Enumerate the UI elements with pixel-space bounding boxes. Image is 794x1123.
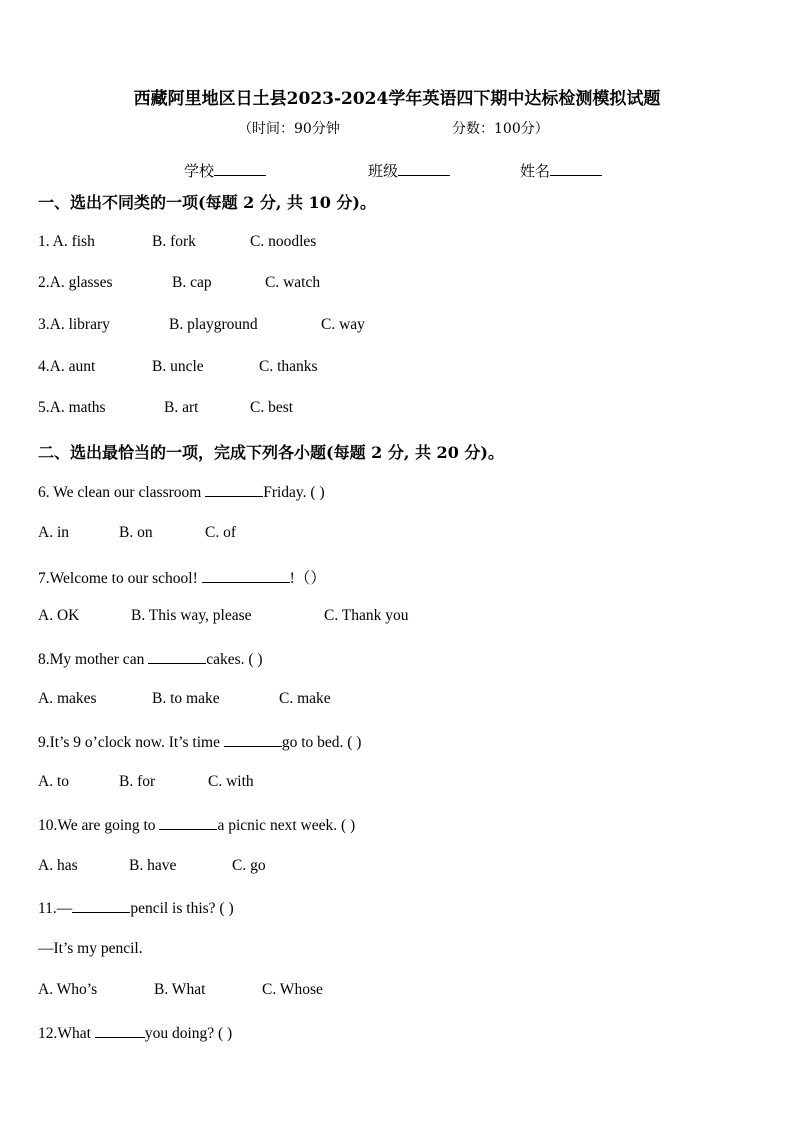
q2-option-c: C. watch xyxy=(265,274,321,291)
name-label: 姓名 xyxy=(520,162,551,180)
q10-stem-start: 10.We are going to xyxy=(38,817,160,834)
page-title: 西藏阿里地区日土县2023-2024学年英语四下期中达标检测模拟试题 xyxy=(133,89,661,109)
q8-stem-end: cakes. ( ) xyxy=(206,651,263,668)
q5-option-a: 5.A. maths xyxy=(38,399,106,416)
q1-option-b: B. fork xyxy=(152,233,196,250)
q7-stem-start: 7.Welcome to our school! xyxy=(38,570,202,587)
q3-option-c: C. way xyxy=(321,316,365,333)
q6-option-c: C. of xyxy=(205,524,236,541)
q8-blank xyxy=(148,649,206,664)
question-7 xyxy=(38,566,326,588)
question-10 xyxy=(38,815,355,835)
q8-stem-start: 8.My mother can xyxy=(38,651,149,668)
q4-option-c: C. thanks xyxy=(259,358,318,375)
question-9 xyxy=(38,732,361,752)
q10-option-a: A. has xyxy=(38,857,78,874)
q11-answer-line: —It’s my pencil. xyxy=(38,940,143,957)
class-blank xyxy=(398,161,450,176)
q9-option-c: C. with xyxy=(208,773,254,790)
q9-stem-start: 9.It’s 9 o’clock now. It’s time xyxy=(38,734,224,751)
q6-stem-end: Friday. ( ) xyxy=(263,484,325,501)
q7-option-c: C. Thank you xyxy=(324,607,409,624)
question-11 xyxy=(38,898,234,918)
q6-stem-start: 6. We clean our classroom xyxy=(38,484,206,501)
exam-time: （时间：90分钟 xyxy=(238,121,340,137)
q11-stem-start: 11.— xyxy=(38,900,73,917)
q3-option-a: 3.A. library xyxy=(38,316,110,333)
exam-score: 分数：100分） xyxy=(452,121,549,137)
q11-option-b: B. What xyxy=(154,981,206,998)
question-6 xyxy=(38,482,325,502)
q1-option-c: C. noodles xyxy=(250,233,317,250)
q7-stem-end: !（） xyxy=(289,570,326,587)
question-12 xyxy=(38,1023,232,1043)
school-blank xyxy=(214,161,266,176)
name-field xyxy=(520,160,602,181)
q12-stem-end: you doing? ( ) xyxy=(144,1025,233,1042)
q9-option-b: B. for xyxy=(119,773,156,790)
q11-stem-end: pencil is this? ( ) xyxy=(130,900,234,917)
q8-option-b: B. to make xyxy=(152,690,220,707)
section-2-title: 二、选出最恰当的一项，完成下列各小题(每题 2 分, 共 20 分)。 xyxy=(38,443,504,462)
school-field xyxy=(184,160,266,181)
q11-option-c: C. Whose xyxy=(262,981,323,998)
q10-option-c: C. go xyxy=(232,857,266,874)
q5-option-b: B. art xyxy=(164,399,199,416)
q10-option-b: B. have xyxy=(129,857,177,874)
q2-option-a: 2.A. glasses xyxy=(38,274,113,291)
q12-blank xyxy=(95,1023,145,1038)
q9-stem-end: go to bed. ( ) xyxy=(281,734,362,751)
q5-option-c: C. best xyxy=(250,399,294,416)
q7-blank xyxy=(202,568,290,583)
question-8 xyxy=(38,649,263,669)
q11-option-a: A. Who’s xyxy=(38,981,98,998)
q4-option-a: 4.A. aunt xyxy=(38,358,96,375)
q6-blank xyxy=(205,482,263,497)
q9-blank xyxy=(224,732,282,747)
q6-option-b: B. on xyxy=(119,524,153,541)
q2-option-b: B. cap xyxy=(172,274,212,291)
q7-option-b: B. This way, please xyxy=(131,607,252,624)
q12-stem-start: 12.What xyxy=(38,1025,95,1042)
q9-option-a: A. to xyxy=(38,773,69,790)
q10-stem-end: a picnic next week. ( ) xyxy=(217,817,356,834)
q7-option-a: A. OK xyxy=(38,607,80,624)
q1-option-a: 1. A. fish xyxy=(38,233,95,250)
q8-option-c: C. make xyxy=(279,690,331,707)
q11-blank xyxy=(72,898,130,913)
section-1-title: 一、选出不同类的一项(每题 2 分, 共 10 分)。 xyxy=(38,193,376,212)
name-blank xyxy=(550,161,602,176)
q3-option-b: B. playground xyxy=(169,316,258,333)
q8-option-a: A. makes xyxy=(38,690,97,707)
class-field xyxy=(368,160,450,181)
q4-option-b: B. uncle xyxy=(152,358,204,375)
q6-option-a: A. in xyxy=(38,524,69,541)
school-label: 学校 xyxy=(184,162,215,180)
q10-blank xyxy=(159,815,217,830)
class-label: 班级 xyxy=(368,162,399,180)
